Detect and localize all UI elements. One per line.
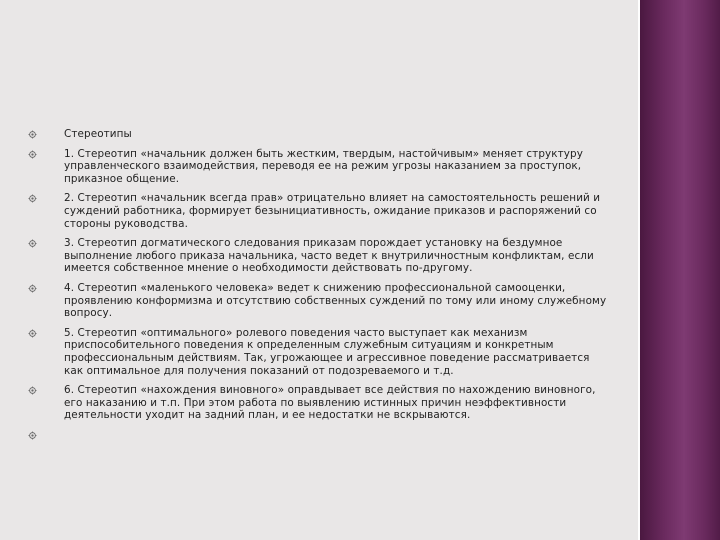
flower-bullet-icon [28, 194, 37, 203]
list-item [20, 237, 610, 275]
list-item [20, 192, 610, 230]
list-item-text: Стереотипы [64, 128, 132, 140]
list-item-text: 1. Стереотип «начальник должен быть жестким, твердым, настойчивым» меняет структуру управленческого взаимодействия, переводя ее на режим угрозы наказанием за проступок, приказное общение. [64, 147, 584, 185]
list-item-text: 6. Стереотип «нахождения виновного» оправдывает все действия по нахождению виновного, его наказанию и т.п. При этом работа по выявлению истинных причин неэффективности деятельности уходит на задний план, и ее недостатки не вскрываются. [64, 384, 596, 422]
list-item [20, 148, 610, 186]
flower-bullet-icon [28, 284, 37, 293]
accent-band [640, 0, 720, 540]
flower-bullet-icon [28, 239, 37, 248]
flower-bullet-icon [28, 329, 37, 338]
list-item-text: 4. Стереотип «маленького человека» ведет к снижению профессиональной самооценки, проявлению конформизма и отсутствию собственных суждений по тому или иному служебному вопросу. [64, 281, 607, 320]
list-item-text: 3. Стереотип догматического следования приказам порождает установку на бездумное выполнение любого приказа начальника, часто ведет к внутриличностным конфликтам, если имеется собственное мнение о необходимости действовать по-другому. [64, 237, 594, 275]
list-item [20, 384, 610, 422]
list-item-text: 5. Стереотип «оптимального» ролевого поведения часто выступает как механизм приспособительного поведения к определенным служебным ситуациям и конкретным профессиональным действиям. Так, угрожающее и агрессивное поведение рассматривается как оптимальное для получения показаний от подозреваемого и т.д. [64, 326, 590, 377]
list-item [20, 128, 610, 141]
flower-bullet-icon [28, 386, 37, 395]
list-item [20, 327, 610, 377]
flower-bullet-icon [28, 150, 37, 159]
list-item-text: 2. Стереотип «начальник всегда прав» отрицательно влияет на самостоятельность решений и суждений работника, формирует безынициативность, ожидание приказов и распоряжений со стороны руководства. [64, 192, 601, 230]
list-item [20, 282, 610, 320]
flower-bullet-icon [28, 130, 37, 139]
flower-bullet-icon [28, 431, 37, 440]
bullet-list [20, 128, 610, 429]
